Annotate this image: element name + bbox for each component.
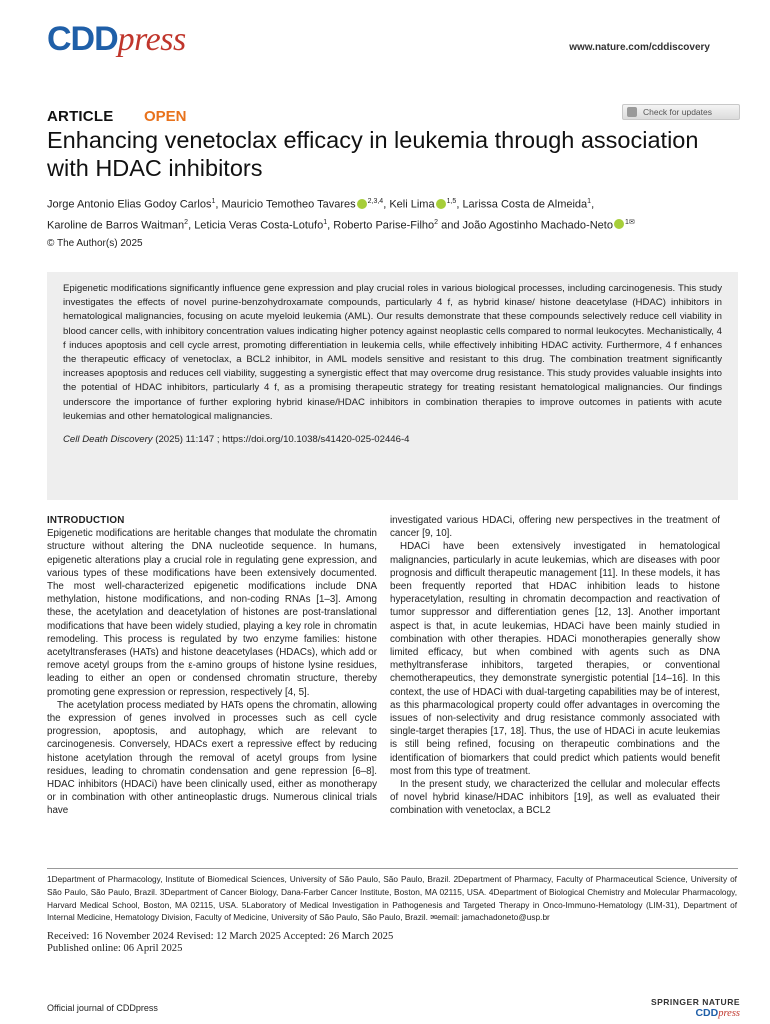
citation-doi[interactable]: (2025) 11:147 ; https://doi.org/10.1038/s41420-025-02446-4 [152, 434, 410, 446]
author-name[interactable]: Karoline de Barros Waitman [47, 219, 185, 232]
author-affiliation-sup: 2 [184, 218, 189, 226]
journal-url[interactable]: www.nature.com/cddiscovery [569, 42, 710, 53]
author-name[interactable]: Jorge Antonio Elias Godoy Carlos [47, 198, 212, 211]
orcid-icon[interactable] [436, 199, 446, 209]
email-icon[interactable]: ✉ [628, 218, 635, 226]
abstract-text: Epigenetic modifications significantly influence gene expression and play crucial roles in various biological processes, including carcinogenesis. This study investigates the effects of novel purine-benzohydroxamate compounds, particularly 4 f, as hybrid kinase/ histone deacetylase (HDAC) inhibitors in hematological malignancies, focusing on acute myeloid leukemia (AML). Our results demonstrate that these compounds selectively reduce cell viability in blood cancer cells, with inhibitory concentration values indicating higher potency against neoplastic cells compared to normal leukocytes. Mechanistically, 4 f induces apoptosis and cell cycle arrest, promoting differentiation in leukemia cells, while effectively inhibiting HDAC activity. Furthermore, 4 f enhances the therapeutic efficacy of venetoclax, a BCL2 inhibitor, in AML models sensitive and resistant to this drug. The combination treatment significantly increases apoptosis and reduces cell viability, suggesting a synergistic effect that may overcome drug resistance. This study provides valuable insights into the potential of HDAC inhibitors, particularly 4 f, as a promising therapeutic strategy for treating resistant hematological malignancies. Our findings underscore the importance of further exploring hybrid kinase/HDAC inhibitors in combination therapies to improve outcomes in patients with acute leukemias and other hematological malignancies. [63, 283, 722, 422]
citation-line [63, 434, 722, 445]
body-column-left [47, 514, 377, 818]
body-paragraph: HDACi have been extensively investigated in hematological malignancies, particularly in acute leukemias, which are diseases with poor prognosis and difficult therapeutic management [11]. In these models, it has been frequently reported that HDAC inhibition leads to histone hyperacetylation, resulting in chromatin decompaction and reactivation of tumor suppressor and differentiation genes [12, 13]. Another important aspect is that, in acute leukemias, HDACi have been mainly studied in combination with other therapies. HDACi monotherapies generally show limited efficacy, but when combined with agents such as DNA methyltransferase inhibitors, targeted therapies, or conventional chemotherapeutics, they demonstrate synergistic potential [14–16]. In this context, the use of HDACi with dual-targeting capabilities may be of interest, as this pharmacological property could offer advantages in overcoming the issues of non-selectivity and drug resistance commonly associated with single-target therapies [17, 18]. Thus, the use of HDACi in acute leukemias is still being refined, focusing on therapeutic combinations and the identification of biomarkers that could predict which patients would benefit most from this type of treatment. [390, 541, 720, 777]
author-affiliation-sup: 1,5 [446, 198, 457, 205]
author-name[interactable]: Leticia Veras Costa-Lotufo [194, 219, 324, 232]
author-name[interactable]: Keli Lima [389, 198, 435, 211]
footnote-divider [47, 868, 738, 869]
article-title: Enhancing venetoclax efficacy in leukemia through association with HDAC inhibitors [47, 127, 699, 181]
check-for-updates-button[interactable] [622, 104, 740, 120]
official-journal-note: Official journal of CDDpress [47, 1003, 158, 1013]
author-affiliation-sup: 2,3,4 [367, 198, 384, 205]
copyright-notice: © The Author(s) 2025 [47, 238, 143, 249]
author-name[interactable]: Larissa Costa de Almeida [462, 198, 588, 211]
article-dates [47, 931, 393, 955]
author-affiliation-sup: 1 [587, 198, 592, 205]
open-access-label: OPEN [144, 108, 187, 125]
body-paragraph: Epigenetic modifications are heritable changes that modulate the chromatin structure without altering the DNA nucleotide sequence. In humans, epigenetic alterations play a crucial role in regulating gene expression, and various types of these modifications have been extensively documented. The most well-characterized epigenetic modifications include DNA methylation, histone modifications, and non-coding RNAs [1–3]. Among these, the acetylation and deacetylation of histones are post-translational modifications that have been widely studied, playing a key role in chromatin remodeling. This process is regulated by two enzyme families: histone acetyltransferases (HATs) and histone deacetylases (HDACs), which add or remove acetyl groups from the ε-amino groups of histone lysine residues, leading to either an open or condensed chromatin structure, thereby promoting gene expression or repression, respectively [4, 5]. [47, 528, 377, 698]
author-affiliation-sup: 1✉ [624, 218, 635, 226]
citation-journal: Cell Death Discovery [63, 434, 153, 446]
orcid-icon[interactable] [357, 199, 367, 209]
springer-nature-logo: SPRINGER NATURE [650, 997, 740, 1007]
journal-logo [47, 20, 186, 60]
published-date: Published online: 06 April 2025 [47, 943, 183, 954]
received-dates: Received: 16 November 2024 Revised: 12 March 2025 Accepted: 26 March 2025 [47, 931, 394, 942]
body-column-right [390, 514, 720, 818]
section-heading: INTRODUCTION [47, 515, 125, 526]
cddpress-logo: CDDpress [695, 1007, 740, 1019]
author-name[interactable]: Roberto Parise-Filho [333, 219, 435, 232]
author-affiliation-sup: 2 [434, 218, 439, 226]
publisher-logo [625, 997, 740, 1019]
check-updates-icon [627, 107, 637, 117]
author-name[interactable]: João Agostinho Machado-Neto [462, 219, 613, 232]
article-type-label: ARTICLE [47, 108, 114, 125]
abstract-box [47, 272, 738, 500]
check-updates-label: Check for updates [643, 107, 712, 117]
body-paragraph: investigated various HDACi, offering new perspectives in the treatment of cancer [9, 10]. [390, 515, 720, 540]
body-paragraph: In the present study, we characterized the cellular and molecular effects of novel hybrid kinase/HDAC inhibitors [19], as well as evaluated their combination with venetoclax, a BCL2 [390, 779, 720, 817]
body-paragraph: The acetylation process mediated by HATs opens the chromatin, allowing the expression of genes involved in processes such as cell cycle progression, apoptosis, and autophagy, which are relevant to carcinogenesis. Conversely, HDACs exert a repressive effect by reducing histone acetylation through the removal of acetyl groups from lysine residues, leading to chromatin condensation and gene repression [6–8]. HDAC inhibitors (HDACi) have been clinically used, either as monotherapy or in combination with other antineoplastic drugs. Numerous clinical trials have [47, 699, 377, 817]
affiliations: 1Department of Pharmacology, Institute of Biomedical Sciences, University of São Paulo, São Paulo, Brazil. 2Department of Pharmacy, Faculty of Pharmaceutical Science, University of São Paulo, São Paulo, Brazil. 3Department of Cancer Biology, Dana-Farber Cancer Institute, Boston, MA 02115, USA. 4Department of Biological Chemistry and Molecular Pharmacology, Harvard Medical School, Boston, MA 02115, USA. 5Laboratory of Medical Investigation in Pathogenesis and Targeted Therapy in Onco-Immuno-Hematology (LIM-31), Department of Internal Medicine, Hematology Division, Faculty of Medicine, University of São Paulo, São Paulo, Brazil. ✉email: jamachadoneto@usp.br [47, 874, 737, 923]
author-affiliation-sup: 1 [323, 218, 328, 226]
logo-cdd: CDD [47, 20, 118, 58]
author-list: Jorge Antonio Elias Godoy Carlos$^1$, Mauricio Temotheo Tavares $^{2,3,4}$, Keli Lima $^{1,5}$, Larissa Costa de Almeida$^1$, Karoline de Barros Waitman$^2$, Leticia Veras Costa-Lotufo$^1$, Roberto Parise-Filho$^2$ and João Agostinho Machado-Neto $^{1✉}$ [47, 198, 635, 232]
author-affiliation-sup: 1 [211, 198, 216, 205]
author-name[interactable]: Mauricio Temotheo Tavares [221, 198, 356, 211]
logo-press: press [117, 21, 186, 58]
orcid-icon[interactable] [614, 219, 624, 229]
